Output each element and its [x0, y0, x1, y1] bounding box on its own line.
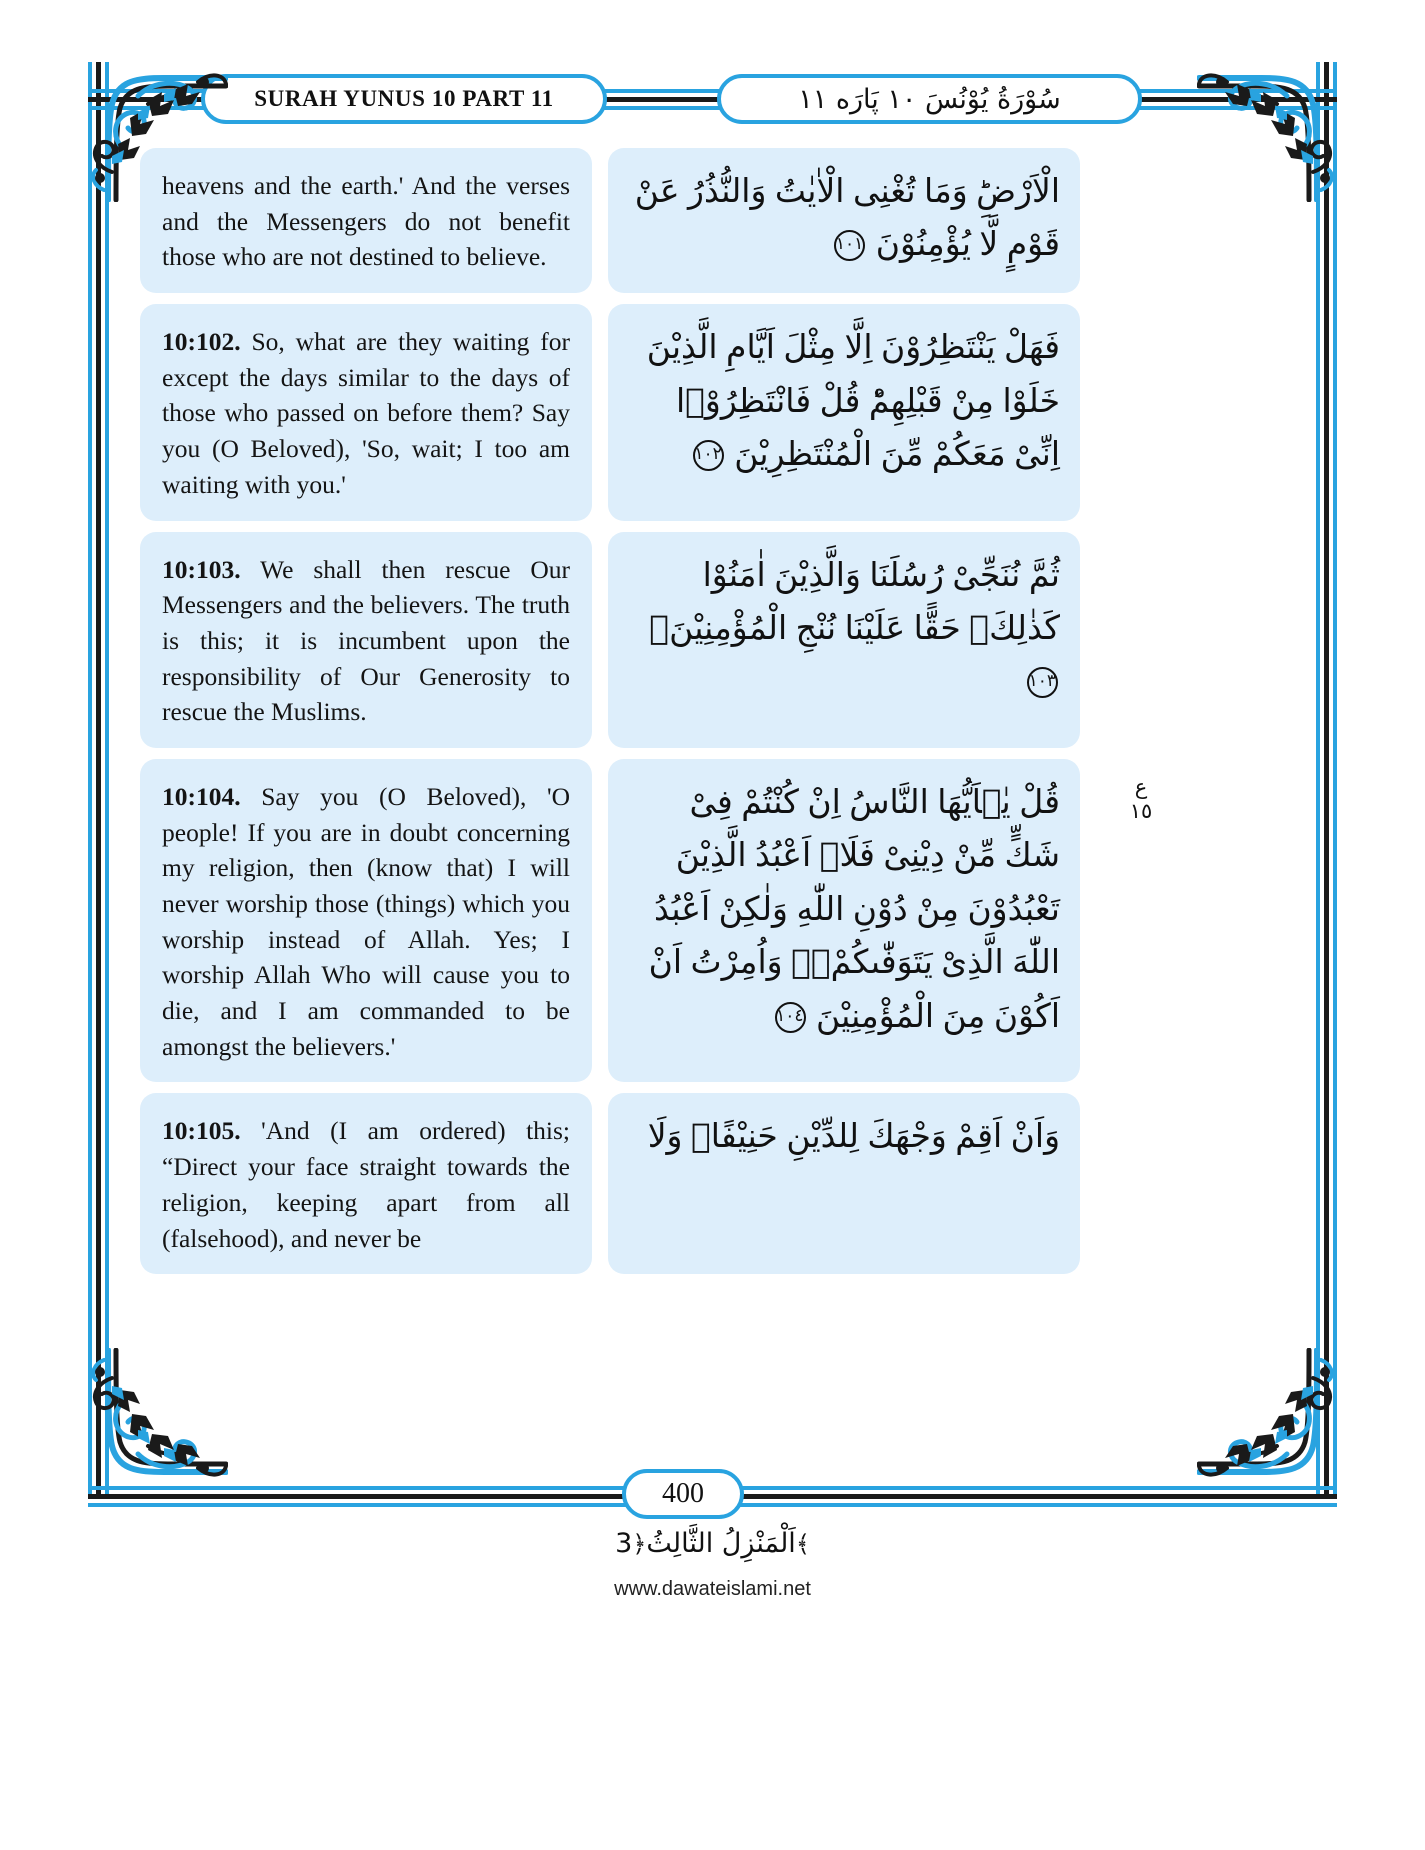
frame-right-outer-blue-rule — [1333, 62, 1337, 1498]
translation-panel — [140, 148, 592, 293]
ayah-marker: ١٠١ — [834, 230, 865, 261]
translation-text: 'And (I am ordered) this; “Direct your face straight towards the religion, keeping apart from all (falsehood), and never be — [162, 1116, 571, 1253]
manzil-number: 3 — [615, 1528, 633, 1559]
verse-list — [140, 148, 1080, 1285]
arabic-panel — [608, 304, 1080, 520]
arabic-text: فَهَلْ یَنْتَظِرُوْنَ اِلَّا مِثْلَ اَیَّامِ الَّذِیْنَ خَلَوْا مِنْ قَبْلِهِمْؕ قُلْ فَانْتَظِرُوْۤا اِنِّیْ مَعَكُمْ مِّنَ الْمُنْتَظِرِیْنَ — [646, 327, 1060, 473]
frame-left-outer-blue-rule — [88, 62, 92, 1498]
manzil-bracket-open: ﴿ — [632, 1530, 647, 1558]
frame-left-black-rule — [96, 62, 101, 1498]
surah-title-pill-english — [201, 74, 607, 124]
frame-left-inner-blue-rule — [105, 62, 109, 1498]
translation-text: Say you (O Beloved), 'O people! If you are in doubt concerning my religion, then (know that) I will never worship those (things) which you worship instead of Allah. Yes; I worship Allah Who will cause you to die, and I am commanded to be amongst the believers.' — [162, 781, 571, 1061]
arabic-panel — [608, 759, 1080, 1083]
arabic-text: قُلْ یٰۤاَیُّهَا النَّاسُ اِنْ كُنْتُمْ فِیْ شَكٍّ مِّنْ دِیْنِیْ فَلَاۤ اَعْبُدُ الَّذِیْنَ تَعْبُدُوْنَ مِنْ دُوْنِ اللّٰهِ وَلٰكِنْ اَعْبُدُ اللّٰهَ الَّذِیْ یَتَوَفّٰىكُمْۖۚ وَاُمِرْتُ اَنْ اَكُوْنَ مِنَ الْمُؤْمِنِیْنَ — [648, 781, 1060, 1035]
ayah-marker: ١٠٢ — [693, 440, 724, 471]
arabic-panel — [608, 532, 1080, 748]
page-number-pill — [622, 1469, 744, 1519]
arabic-text: الْاَرْضِؕ وَمَا تُغْنِی الْاٰیٰتُ وَالنُّذُرُ عَنْ قَوْمٍ لَّا یُؤْمِنُوْنَ — [634, 171, 1060, 264]
surah-title-pill-arabic — [717, 74, 1142, 124]
translation-text: So, what are they waiting for except the days similar to the days of those who passed on before them? Say you (O Beloved), 'So, wait; I too am waiting with you.' — [162, 327, 570, 499]
ruku-marker — [1118, 775, 1164, 823]
arabic-panel — [608, 1093, 1080, 1274]
translation-text: We shall then rescue Our Messengers and the believers. The truth is this; it is incumbent upon the responsibility of Our Generosity to rescue the Muslims. — [162, 554, 570, 727]
ruku-number: ١٥ — [1129, 799, 1153, 824]
verse-row — [140, 1093, 1080, 1274]
translation-panel — [140, 759, 592, 1083]
page-number: 400 — [662, 1478, 704, 1509]
ayah-marker: ١٠٣ — [1027, 667, 1058, 698]
verse-row — [140, 148, 1080, 293]
manzil-label — [0, 1528, 1425, 1559]
verse-number: 10:102. — [162, 327, 241, 357]
arabic-text: وَاَنْ اَقِمْ وَجْهَكَ لِلدِّیْنِ حَنِیْفًاۚ وَلَا — [647, 1116, 1060, 1156]
arabic-panel — [608, 148, 1080, 293]
verse-number: 10:103. — [162, 554, 241, 584]
verse-number: 10:105. — [162, 1116, 241, 1146]
verse-row — [140, 304, 1080, 520]
arabic-text: ثُمَّ نُنَجِّیْ رُسُلَنَا وَالَّذِیْنَ اٰمَنُوْا كَذٰلِكَۚ حَقًّا عَلَیْنَا نُنْجِ الْمُؤْمِنِیْنَ۠ — [649, 554, 1060, 647]
translation-panel — [140, 304, 592, 520]
frame-right-inner-blue-rule — [1316, 62, 1320, 1498]
manzil-text: اَلْمَنْزِلُ الثَّالِثُ — [646, 1528, 796, 1559]
ayah-marker: ١٠٤ — [775, 1002, 806, 1033]
page-header — [88, 62, 1337, 132]
translation-panel — [140, 532, 592, 748]
surah-title-english: SURAH YUNUS 10 PART 11 — [254, 86, 554, 111]
frame-right-black-rule — [1324, 62, 1329, 1498]
translation-text: heavens and the earth.' And the verses and the Messengers do not benefit those who are not destined to believe. — [162, 171, 570, 272]
verse-number: 10:104. — [162, 781, 241, 811]
page-footer — [88, 1462, 1337, 1534]
surah-title-arabic: سُوْرَةُ يُوْنُسَ ١٠ پَارَه ١١ — [798, 83, 1061, 115]
website-url: www.dawateislami.net — [614, 1578, 811, 1600]
manzil-bracket-close: ﴾ — [795, 1530, 810, 1558]
translation-panel — [140, 1093, 592, 1274]
verse-row — [140, 759, 1080, 1083]
verse-row — [140, 532, 1080, 748]
ruku-label: ع — [1134, 775, 1148, 799]
